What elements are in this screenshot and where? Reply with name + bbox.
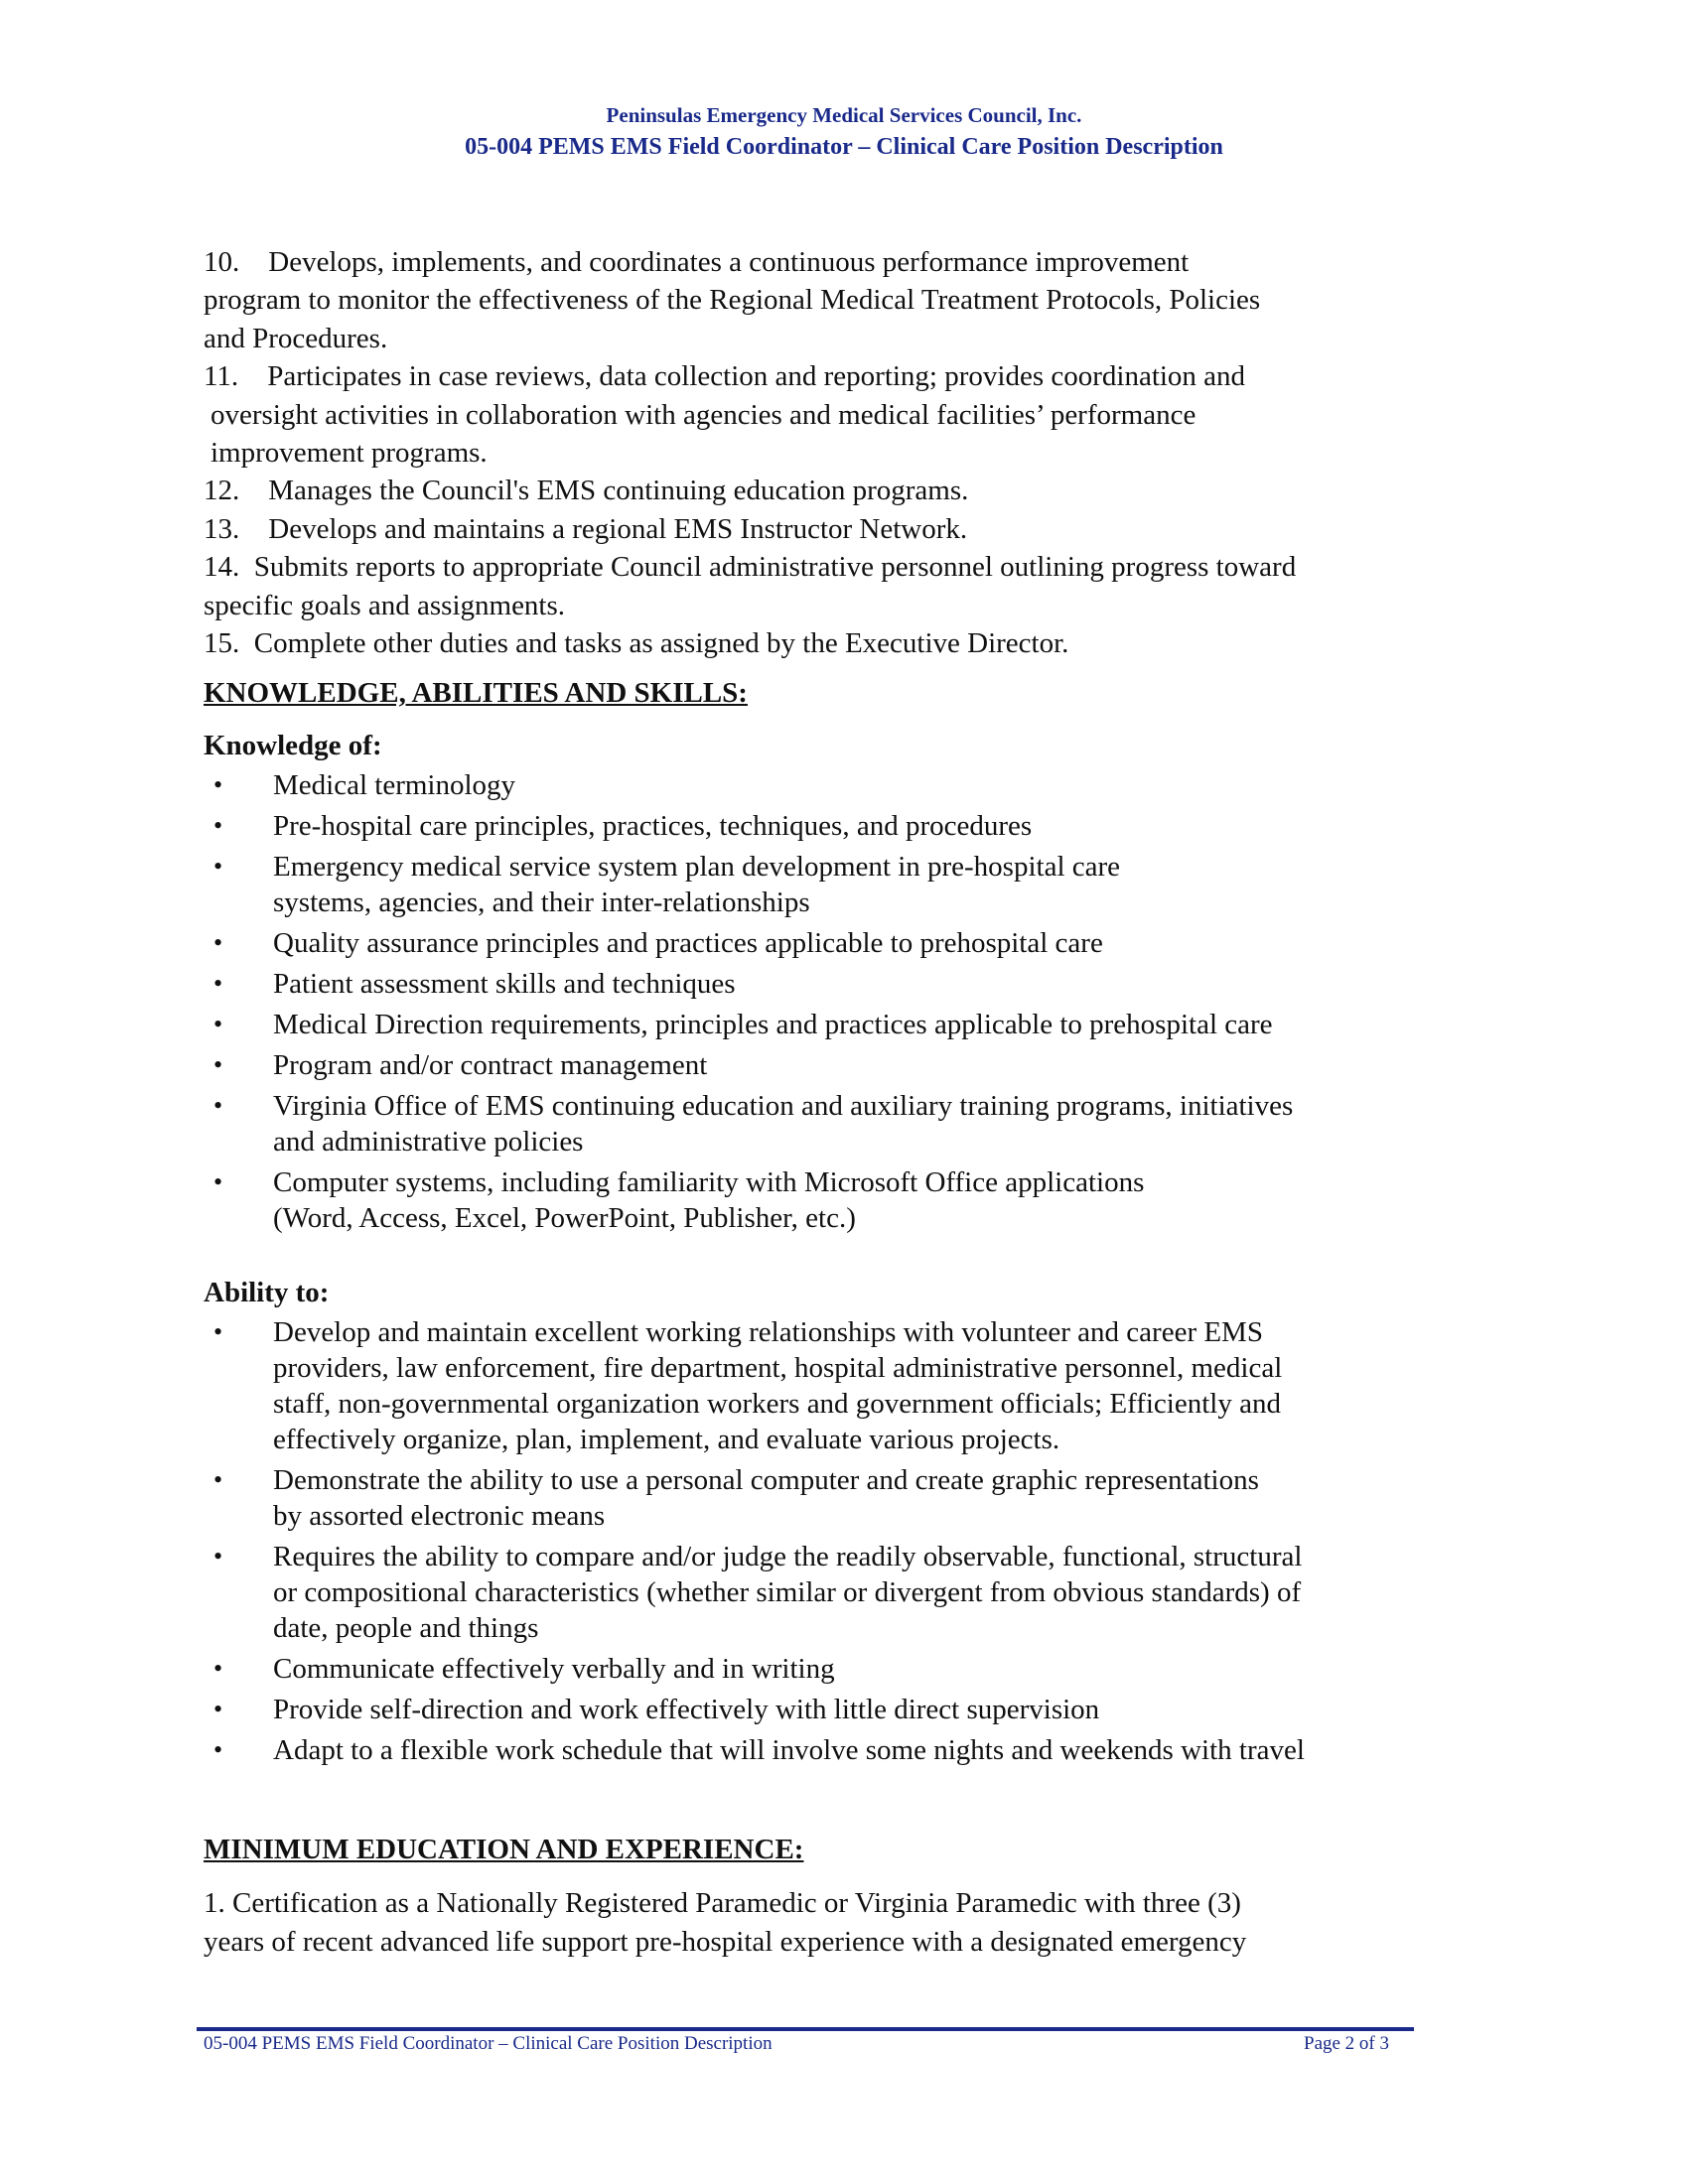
duty-item-14: [204, 548, 1494, 624]
ability-subheading: Ability to:: [204, 1277, 330, 1309]
duty-line: program to monitor the effectiveness of the Regional Medical Treatment Protocols, Policies: [204, 284, 1261, 317]
duty-line: specific goals and assignments.: [204, 589, 566, 621]
duty-item-10: [204, 243, 1494, 357]
list-item: • Virginia Office of EMS continuing education and auxiliary training programs, initiatives and administrative policies: [213, 1090, 1294, 1159]
list-item: • Communicate effectively verbally and in writing: [213, 1653, 835, 1686]
duty-line: 13. Develops and maintains a regional EMS Instructor Network.: [204, 512, 968, 545]
list-item: • Provide self-direction and work effectively with little direct supervision: [213, 1694, 1100, 1726]
list-item: • Program and/or contract management: [213, 1049, 708, 1082]
bullet-icon: •: [213, 1654, 223, 1684]
duty-item-15: [204, 624, 1494, 662]
bullet-icon: •: [213, 1542, 223, 1571]
duty-item-11: [204, 357, 1494, 472]
bullet-icon: •: [213, 1317, 223, 1347]
duty-line: 14. Submits reports to appropriate Council administrative personnel outlining progress toward: [204, 551, 1297, 584]
duty-line: 12. Manages the Council's EMS continuing education programs.: [204, 475, 969, 507]
list-item: • Requires the ability to compare and/or judge the readily observable, functional, structural or compositional characteristics (whether similar or divergent from obvious standards) of date, people and things: [213, 1541, 1303, 1645]
footer-title: 05-004 PEMS EMS Field Coordinator – Clinical Care Position Description: [204, 2033, 773, 2054]
bullet-icon: •: [213, 1465, 223, 1495]
list-item: • Computer systems, including familiarity with Microsoft Office applications (Word, Access, Excel, PowerPoint, Publisher, etc.): [213, 1166, 1145, 1235]
bullet-icon: •: [213, 1167, 223, 1197]
list-item: • Develop and maintain excellent working relationships with volunteer and career EMS providers, law enforcement, fire department, hospital administrative personnel, medical staff, non-governmental organization workers and government officials; Efficiently and effectively organize, plan, implement, and evaluate various projects.: [213, 1316, 1283, 1456]
document-body: [204, 243, 1494, 1961]
bullet-icon: •: [213, 852, 223, 882]
bullet-icon: •: [213, 1050, 223, 1080]
duty-line: oversight activities in collaboration with agencies and medical facilities’ performance: [211, 398, 1196, 431]
bullet-icon: •: [213, 1091, 223, 1121]
duty-line: and Procedures.: [204, 322, 388, 354]
list-item: • Emergency medical service system plan development in pre-hospital care systems, agencies, and their inter-relationships: [213, 851, 1121, 919]
list-item: • Medical terminology: [213, 769, 516, 802]
bullet-icon: •: [213, 770, 223, 800]
footer-divider: [197, 2027, 1414, 2031]
duty-line: 11. Participates in case reviews, data collection and reporting; provides coordination and: [204, 360, 1246, 393]
organization-name: Peninsulas Emergency Medical Services Council, Inc.: [606, 103, 1082, 127]
list-item: • Medical Direction requirements, principles and practices applicable to prehospital care: [213, 1009, 1273, 1041]
knowledge-subheading: Knowledge of:: [204, 730, 382, 762]
list-item: • Pre-hospital care principles, practices, techniques, and procedures: [213, 810, 1033, 843]
duty-item-12: [204, 472, 1494, 509]
list-item: • Patient assessment skills and techniques: [213, 968, 736, 1001]
bullet-icon: •: [213, 1010, 223, 1039]
bullet-icon: •: [213, 1735, 223, 1765]
list-item: • Demonstrate the ability to use a personal computer and create graphic representations by assorted electronic means: [213, 1464, 1259, 1533]
ability-list: [204, 1314, 1494, 1768]
list-item: • Quality assurance principles and practices applicable to prehospital care: [213, 927, 1103, 960]
duty-line: 10. Develops, implements, and coordinates a continuous performance improvement: [204, 246, 1190, 278]
section-heading-kas: KNOWLEDGE, ABILITIES AND SKILLS:: [204, 677, 748, 710]
bullet-icon: •: [213, 1695, 223, 1724]
min-edu-item-1: 1. Certification as a Nationally Registered Paramedic or Virginia Paramedic with three (3) years of recent advanced life support pre-hospital experience with a designated emergency: [204, 1887, 1247, 1958]
page-number: Page 2 of 3: [1304, 2033, 1390, 2054]
duty-line: 15. Complete other duties and tasks as assigned by the Executive Director.: [204, 627, 1069, 660]
duty-item-13: [204, 510, 1494, 548]
bullet-icon: •: [213, 969, 223, 999]
knowledge-list: [204, 767, 1494, 1236]
list-item: • Adapt to a flexible work schedule that will involve some nights and weekends with travel: [213, 1734, 1305, 1767]
document-title: 05-004 PEMS EMS Field Coordinator – Clinical Care Position Description: [465, 134, 1223, 160]
duty-line: improvement programs.: [211, 437, 488, 470]
section-heading-min-edu: MINIMUM EDUCATION AND EXPERIENCE:: [204, 1834, 804, 1866]
page-header: [0, 99, 1688, 163]
bullet-icon: •: [213, 928, 223, 958]
bullet-icon: •: [213, 811, 223, 841]
